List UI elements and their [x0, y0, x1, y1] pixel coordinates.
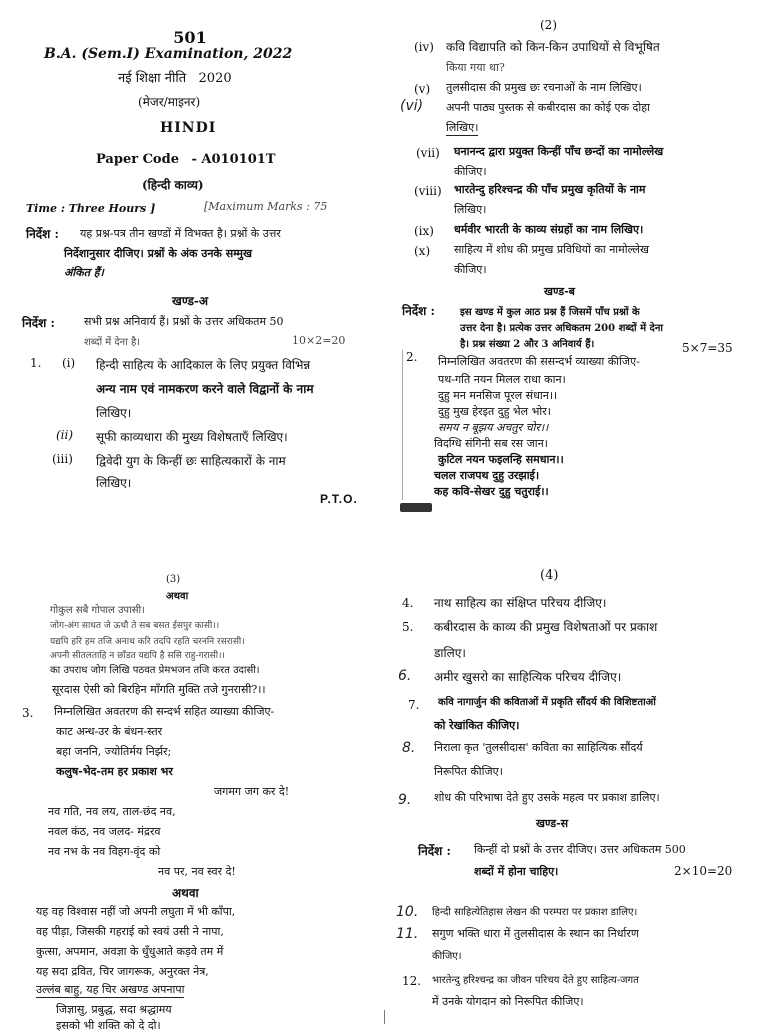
q2-viii-line-2: लिखिए। — [454, 203, 487, 216]
q2-vii-line-1: घनानन्द द्वारा प्रयुक्त किन्हीं पाँच छन्दों का नामोल्लेख — [454, 145, 664, 158]
instruction-label: निर्देश : — [26, 227, 59, 241]
q2-poem-line-4: समय न बूझय अचतुर चोर।। — [438, 421, 549, 434]
q3-poem3-line-4: यह सदा द्रवित, चिर जागरूक, अनुरक्त नेत्र, — [36, 965, 209, 978]
q2-poem-line-8: कह कवि-सेखर दुहु चतुराई।। — [434, 485, 549, 498]
q1-i-line-1: हिन्दी साहित्य के आदिकाल के लिए प्रयुक्त विभिन्न — [96, 358, 311, 372]
q2-v-line-1: तुलसीदास की प्रमुख छः रचनाओं के नाम लिखिए। — [446, 81, 642, 94]
q3-poem2-line-8: नव पर, नव स्वर दे! — [158, 865, 236, 878]
q2-x-number: (x) — [414, 244, 431, 258]
q4-item-9-line-1: शोध की परिभाषा देते हुए उसके महत्व पर प्रकाश डालिए। — [434, 791, 660, 804]
q3-poem1-line-5: का उपराध जोग लिखि पठवत प्रेमभजन तजि करत उदासी। — [50, 665, 260, 676]
question-2-text: निम्नलिखित अवतरण की ससन्दर्भ व्याख्या कीजिए- — [438, 355, 640, 368]
q2-x-line-1: साहित्य में शोध की प्रमुख प्रविधियों का नामोल्लेख — [454, 243, 649, 256]
q3-poem1-line-2: जोग-अंग साधत जे ऊधौ ते सब बसत ईसपुर कासी।। — [50, 621, 220, 631]
q1-iii-line-2: लिखिए। — [96, 476, 132, 490]
q2-iv-number: (iv) — [414, 40, 434, 54]
athva-2: अथवा — [172, 886, 199, 900]
q3-poem2-line-1: काट अन्ध-उर के बंधन-स्तर — [56, 725, 163, 738]
q4-item-8-line-1: निराला कृत 'तुलसीदास' कविता का साहित्यिक सौंदर्य — [434, 741, 643, 754]
q3-poem2-line-5: नव गति, नव लय, ताल-छंद नव, — [48, 805, 176, 818]
margin-mark — [384, 1010, 385, 1024]
subject: HINDI — [160, 120, 217, 136]
pto-label: P.T.O. — [320, 492, 358, 506]
q1-i-number: (i) — [62, 356, 76, 370]
q3-poem1-line-1: गोकुल सबै गोपाल उपासी। — [50, 605, 145, 616]
q3-poem3-line-7: इसको भी शक्ति को दे दो। — [56, 1019, 161, 1032]
nep-year: 2020 — [198, 71, 232, 86]
instruction-line-1: यह प्रश्न-पत्र तीन खण्डों में विभक्त है। प्रश्नों के उत्तर — [80, 227, 281, 240]
q2-poem-line-5: विदग्धि संगिनी सब रस जान। — [434, 437, 548, 450]
q4-item-10-line-1: हिन्दी साहित्येतिहास लेखन की परम्परा पर प्रकाश डालिए। — [432, 907, 638, 918]
exam-title: B.A. (Sem.I) Examination, 2022 — [44, 46, 293, 62]
section-c-instruction-line-2: शब्दों में होना चाहिए। — [474, 865, 559, 878]
q3-poem1-line-6: सूरदास ऐसी को बिरहिन माँगति मुक्ति तजे गुनरासी?।। — [52, 683, 266, 696]
q4-item-10-number: 10. — [396, 904, 419, 920]
q4-item-11-number: 11. — [396, 926, 419, 942]
q4-item-11-line-1: सगुण भक्ति धारा में तुलसीदास के स्थान का निर्धारण — [432, 927, 639, 940]
section-b-instruction-line-3: है। प्रश्न संख्या 2 और 3 अनिवार्य हैं। — [460, 339, 595, 350]
paper-type: (मेजर/माइनर) — [138, 95, 201, 109]
instruction-line-3: अंकित हैं। — [64, 266, 104, 279]
paper-number: 501 — [173, 28, 207, 47]
page-2-number: (2) — [540, 18, 557, 32]
q4-item-7-number: 7. — [408, 698, 420, 712]
q3-poem2-line-4: जगमग जग कर दे! — [214, 785, 290, 798]
q2-viii-number: (viii) — [414, 184, 442, 198]
q1-ii-number: (ii) — [56, 428, 74, 442]
q1-ii-line-1: सूफी काव्यधारा की मुख्य विशेषताएँ लिखिए। — [96, 430, 288, 444]
q3-poem1-line-4: अपनी सीतलताहि न छाँडत यद्यपि है ससि राहु-गरासी।। — [50, 651, 225, 661]
q2-v-number: (v) — [414, 82, 431, 96]
section-b-instruction-line-2: उत्तर देना है। प्रत्येक उत्तर अधिकतम 200 शब्दों में देना — [460, 323, 663, 334]
section-c-heading: खण्ड-स — [536, 817, 569, 830]
q4-item-4-number: 4. — [402, 596, 414, 610]
instruction-line-2: निर्देशानुसार दीजिए। प्रश्नों के अंक उनके सम्मुख — [64, 247, 253, 260]
nep-text: नई शिक्षा नीति — [118, 71, 187, 86]
q3-poem2-line-2: बहा जननि, ज्योतिर्मय निर्झर; — [56, 745, 172, 758]
page-3 — [0, 512, 384, 1032]
q3-poem3-line-1: यह वह विश्वास नहीं जो अपनी लघुता में भी काँपा, — [36, 905, 236, 918]
section-a-instruction-line-1: सभी प्रश्न अनिवार्य हैं। प्रश्नों के उत्तर अधिकतम 50 — [84, 315, 284, 328]
page-3-number: (3) — [166, 574, 181, 585]
q3-poem3-line-3: कुत्सा, अपमान, अवज्ञा के धुँधुआते कड़वे तम में — [36, 945, 224, 958]
q1-i-line-2: अन्य नाम एवं नामकरण करने वाले विद्वानों के नाम — [96, 382, 314, 396]
question-2-number: 2. — [406, 350, 418, 364]
paper-code-label: Paper Code — [96, 152, 179, 167]
max-marks: [Maximum Marks : 75 — [204, 200, 328, 213]
nep-label — [118, 68, 232, 86]
q4-item-8-number: 8. — [402, 740, 416, 756]
q3-poem3-line-6: जिज्ञासु, प्रबुद्ध, सदा श्रद्धामय — [56, 1003, 172, 1016]
page-2 — [384, 0, 768, 512]
q4-item-5-line-1: कबीरदास के काव्य की प्रमुख विशेषताओं पर प्रकाश — [434, 620, 658, 634]
section-a-instruction-label: निर्देश : — [22, 316, 55, 330]
q2-vi-line-1: अपनी पाठ्य पुस्तक से कबीरदास का कोई एक दोहा — [446, 101, 650, 114]
q4-item-5-number: 5. — [402, 620, 414, 634]
q4-item-7-line-1: कवि नागार्जुन की कविताओं में प्रकृति सौंदर्य की विशिष्टताओं — [438, 697, 656, 708]
time-label: Time : Three Hours ] — [26, 202, 156, 215]
q2-poem-line-6: कुटिल नयन फइलन्हि समधान।। — [438, 453, 564, 466]
q2-poem-line-1: पथ-गति नयन मिलल राधा कान। — [438, 373, 566, 386]
q4-item-12-number: 12. — [402, 974, 422, 988]
q2-viii-line-1: भारतेन्दु हरिश्चन्द्र की पाँच प्रमुख कृतियों के नाम — [454, 183, 646, 196]
q3-poem2-line-6: नवल कंठ, नव जलद- मंद्ररव — [48, 825, 161, 838]
q3-poem3-line-5: उल्लंब बाहु, यह चिर अखण्ड अपनापा — [36, 983, 185, 996]
q2-ix-number: (ix) — [414, 224, 434, 238]
q2-poem-line-7: चलल राजपथ दुहु उरझाई। — [434, 469, 540, 482]
q4-item-6-number: 6. — [398, 668, 412, 684]
q2-ix-line-1: धर्मवीर भारती के काव्य संग्रहों का नाम लिखिए। — [454, 223, 644, 236]
q1-i-line-3: लिखिए। — [96, 406, 132, 420]
section-a-heading: खण्ड-अ — [172, 294, 209, 308]
section-c-instruction-label: निर्देश : — [418, 844, 451, 858]
section-b-instruction-line-1: इस खण्ड में कुल आठ प्रश्न हैं जिसमें पाँच प्रश्नों के — [460, 307, 640, 318]
q3-poem3-line-2: वह पीड़ा, जिसकी गहराई को स्वयं उसी ने नापा, — [36, 925, 224, 938]
q3-poem2-line-3: कलुष-भेद-तम हर प्रकाश भर — [56, 765, 173, 778]
q3-poem2-line-7: नव नभ के नव विहग-वृंद को — [48, 845, 161, 858]
q2-vi-number: (vi) — [400, 98, 424, 114]
margin-line — [402, 350, 403, 500]
paper-code — [96, 152, 275, 167]
q2-iv-line-2: किया गया था? — [446, 61, 505, 74]
page-1 — [0, 0, 384, 512]
section-b-instruction-label: निर्देश : — [402, 304, 435, 318]
question-1-number: 1. — [30, 356, 42, 370]
section-b-heading: खण्ड-ब — [544, 285, 575, 298]
q2-vii-number: (vii) — [416, 146, 440, 160]
section-c-marks: 2×10=20 — [674, 864, 733, 878]
q2-iv-line-1: कवि विद्यापति को किन-किन उपाधियों से विभूषित — [446, 40, 660, 54]
q1-iii-line-1: द्विवेदी युग के किन्हीं छः साहित्यकारों के नाम — [96, 454, 286, 468]
question-3-text: निम्नलिखित अवतरण की सन्दर्भ सहित व्याख्या कीजिए- — [54, 705, 275, 718]
q4-item-4-line-1: नाथ साहित्य का संक्षिप्त परिचय दीजिए। — [434, 596, 607, 610]
q2-vi-line-2: लिखिए। — [446, 121, 479, 134]
page-4 — [384, 512, 768, 1024]
q4-item-6-line-1: अमीर खुसरो का साहित्यिक परिचय दीजिए। — [434, 670, 622, 684]
q4-item-12-line-2: में उनके योगदान को निरूपित कीजिए। — [432, 995, 584, 1008]
page-4-number: (4) — [540, 568, 559, 583]
athva-1: अथवा — [166, 591, 189, 602]
q2-poem-line-3: दुहु मुख हेरइत दुहु भेल भोर। — [438, 405, 551, 418]
paper-code-value: - A010101T — [191, 152, 276, 167]
section-a-marks: 10×2=20 — [292, 334, 346, 347]
question-3-number: 3. — [22, 706, 34, 720]
q3-poem1-line-3: यद्यपि हरि हम तजि अनाथ करि तदपि रहति चरननि रसरासी। — [50, 637, 245, 647]
section-c-instruction-line-1: किन्हीं दो प्रश्नों के उत्तर दीजिए। उत्तर अधिकतम 500 — [474, 843, 686, 856]
section-b-marks: 5×7=35 — [682, 341, 733, 355]
scan-smudge — [400, 503, 432, 512]
paper-title: (हिन्दी काव्य) — [142, 178, 204, 192]
section-a-instruction-line-2: शब्दों में देना है। — [84, 337, 141, 348]
q1-iii-number: (iii) — [52, 452, 73, 466]
q4-item-7-line-2: को रेखांकित कीजिए। — [434, 719, 520, 732]
q4-item-11-line-2: कीजिए। — [432, 951, 462, 962]
q4-item-9-number: 9. — [398, 792, 412, 808]
q2-poem-line-2: दुहु मन मनसिज पूरल संधान।। — [438, 389, 558, 402]
q4-item-8-line-2: निरूपित कीजिए। — [434, 765, 503, 778]
q4-item-5-line-2: डालिए। — [434, 646, 466, 660]
q4-item-12-line-1: भारतेन्दु हरिश्चन्द्र का जीवन परिचय देते हुए साहित्य-जगत — [432, 975, 639, 986]
q2-x-line-2: कीजिए। — [454, 263, 487, 276]
q2-vii-line-2: कीजिए। — [454, 165, 487, 178]
